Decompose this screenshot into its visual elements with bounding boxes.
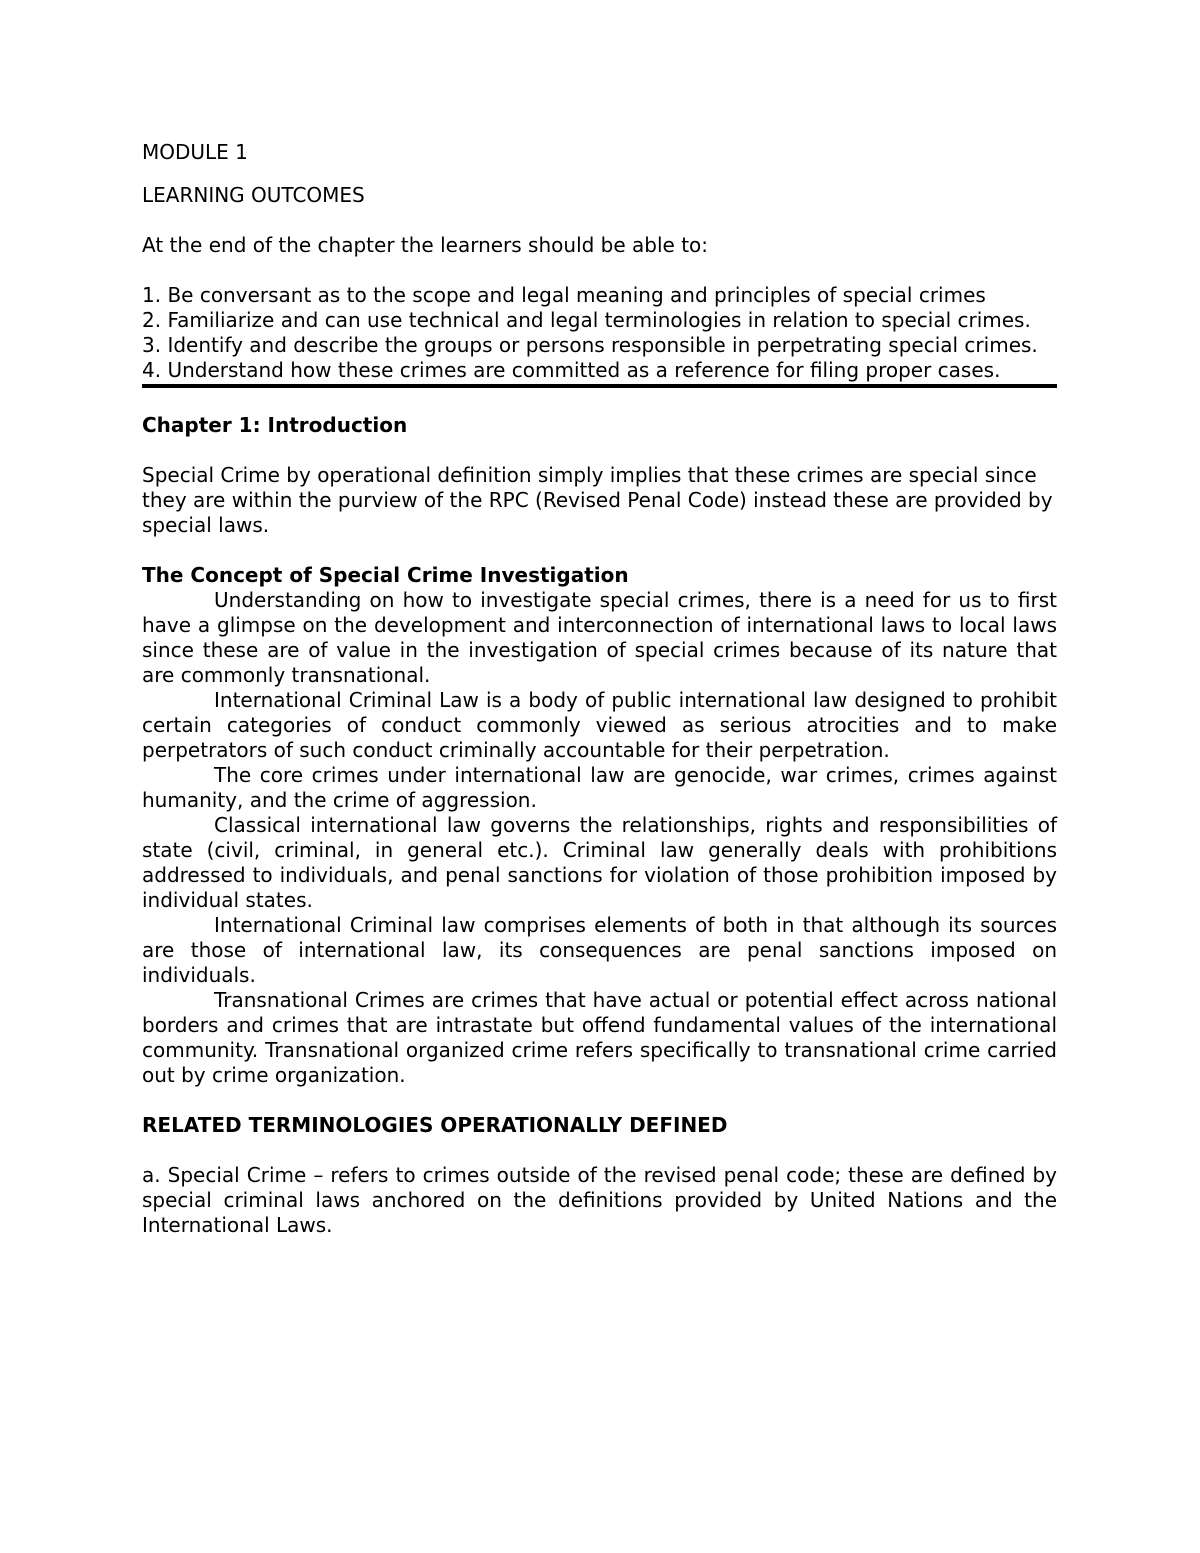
spacer [142,165,1057,183]
spacer [142,258,1057,283]
concept-paragraph: International Criminal law comprises elements of both in that although its sources are those of international law, its consequences are penal sanctions imposed on individuals. [142,913,1057,987]
concept-heading: The Concept of Special Crime Investigation [142,563,629,587]
concept-paragraph: The core crimes under international law are genocide, war crimes, crimes against humanity, and the crime of aggression. [142,763,1057,812]
chapter-intro: Special Crime by operational definition simply implies that these crimes are special since they are within the purview of the RPC (Revised Penal Code) instead these are provided by special laws. [142,463,1053,537]
module-title: MODULE 1 [142,140,248,164]
learning-outcomes-heading: LEARNING OUTCOMES [142,183,365,207]
terminologies-heading: RELATED TERMINOLOGIES OPERATIONALLY DEFINED [142,1113,728,1137]
learning-outcomes-list [142,283,1057,383]
terminology-item: a. Special Crime – refers to crimes outside of the revised penal code; these are defined by special criminal laws anchored on the definitions provided by United Nations and the International Laws. [142,1163,1057,1237]
concept-paragraph: Classical international law governs the relationships, rights and responsibilities of state (civil, criminal, in general etc.). Criminal law generally deals with prohibitions addressed to individuals, and penal sanctions for violation of those prohibition imposed by individual states. [142,813,1057,912]
concept-paragraph: Transnational Crimes are crimes that have actual or potential effect across national borders and crimes that are intrastate but offend fundamental values of the international community. Transnational organized crime refers specifically to transnational crime carried out by crime organization. [142,988,1057,1087]
outcome-item: 2. Familiarize and can use technical and legal terminologies in relation to special crimes. [142,308,1031,332]
outcome-item: 3. Identify and describe the groups or persons responsible in perpetrating special crimes. [142,333,1038,357]
learning-outcomes-intro: At the end of the chapter the learners should be able to: [142,233,709,257]
spacer [142,438,1057,463]
outcome-item: 1. Be conversant as to the scope and legal meaning and principles of special crimes [142,283,986,307]
document-page [142,140,1057,1238]
spacer [142,208,1057,233]
outcome-item: 4. Understand how these crimes are committed as a reference for filing proper cases. [142,358,1001,382]
spacer [142,1088,1057,1113]
concept-paragraph: International Criminal Law is a body of public international law designed to prohibit certain categories of conduct commonly viewed as serious atrocities and to make perpetrators of such conduct criminally accountable for their perpetration. [142,688,1057,762]
spacer [142,1138,1057,1163]
spacer [142,538,1057,563]
spacer [142,388,1057,413]
concept-paragraph: Understanding on how to investigate special crimes, there is a need for us to first have a glimpse on the development and interconnection of international laws to local laws since these are of value in the investigation of special crimes because of its nature that are commonly transnational. [142,588,1057,687]
chapter-title: Chapter 1: Introduction [142,413,408,437]
